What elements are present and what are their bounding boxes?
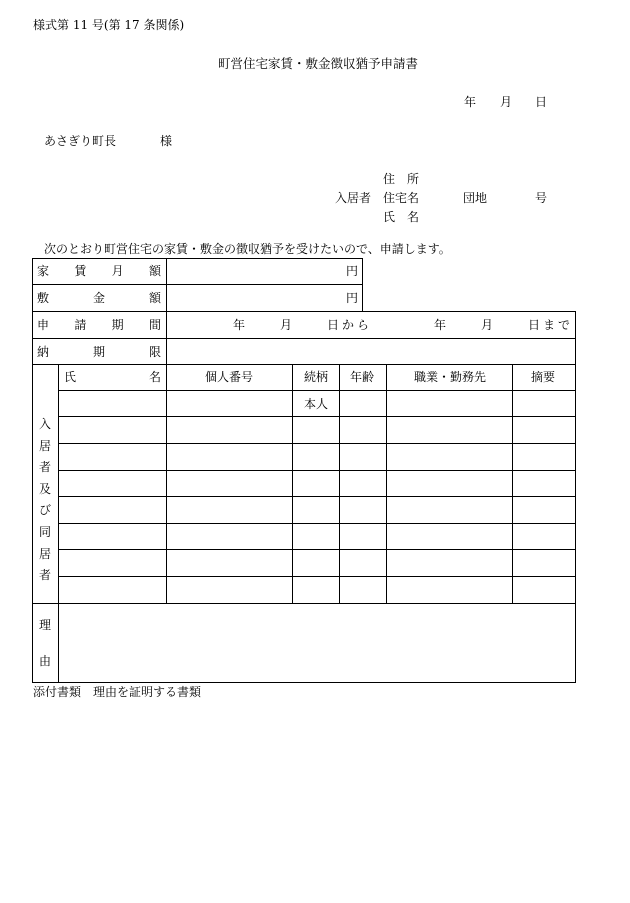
name-label: 氏 名 xyxy=(383,210,420,224)
address-label: 住 所 xyxy=(383,172,420,186)
addressee-honorific: 様 xyxy=(160,134,173,148)
deadline-label: 納 期 限 xyxy=(37,345,161,359)
header-name-a: 氏 xyxy=(64,370,77,384)
date-year: 年 xyxy=(464,95,477,109)
block-label: 団地 xyxy=(463,191,488,205)
period-from-day: 日から xyxy=(327,318,373,332)
reason-label-a: 理 xyxy=(39,618,52,632)
form-number: 様式第 11 号(第 17 条関係) xyxy=(33,18,185,32)
housing-label: 住宅名 xyxy=(383,191,420,205)
applicant-label: 入居者 xyxy=(335,191,372,205)
period-from-year: 年 xyxy=(233,318,246,332)
occupants-side-label: 入居者及び同居者 xyxy=(39,417,52,583)
header-relation: 続柄 xyxy=(304,370,329,384)
deposit-label: 敷 金 額 xyxy=(37,291,161,305)
rent-label: 家 賃 月 額 xyxy=(37,264,161,278)
header-age: 年齢 xyxy=(350,370,375,384)
period-to-year: 年 xyxy=(434,318,447,332)
rent-yen: 円 xyxy=(346,264,359,278)
period-from-month: 月 xyxy=(280,318,293,332)
period-to-month: 月 xyxy=(481,318,494,332)
intro-text: 次のとおり町営住宅の家賃・敷金の徴収猶予を受けたいので、申請します。 xyxy=(44,242,451,256)
attachment-note: 添付書類 理由を証明する書類 xyxy=(33,685,202,699)
header-occupation: 職業・勤務先 xyxy=(414,370,487,384)
header-my-number: 個人番号 xyxy=(205,370,254,384)
period-to-day: 日まで xyxy=(528,318,574,332)
date-day: 日 xyxy=(535,95,548,109)
header-name-b: 名 xyxy=(149,370,162,384)
period-label: 申 請 期 間 xyxy=(37,318,161,332)
header-remarks: 摘要 xyxy=(531,370,556,384)
addressee-name: あさぎり町長 xyxy=(44,134,117,148)
form-title: 町営住宅家賃・敷金徴収猶予申請書 xyxy=(218,56,419,71)
number-label: 号 xyxy=(535,191,548,205)
date-month: 月 xyxy=(500,95,513,109)
relation-self: 本人 xyxy=(304,397,329,411)
deposit-yen: 円 xyxy=(346,291,359,305)
reason-label-b: 由 xyxy=(39,654,52,668)
